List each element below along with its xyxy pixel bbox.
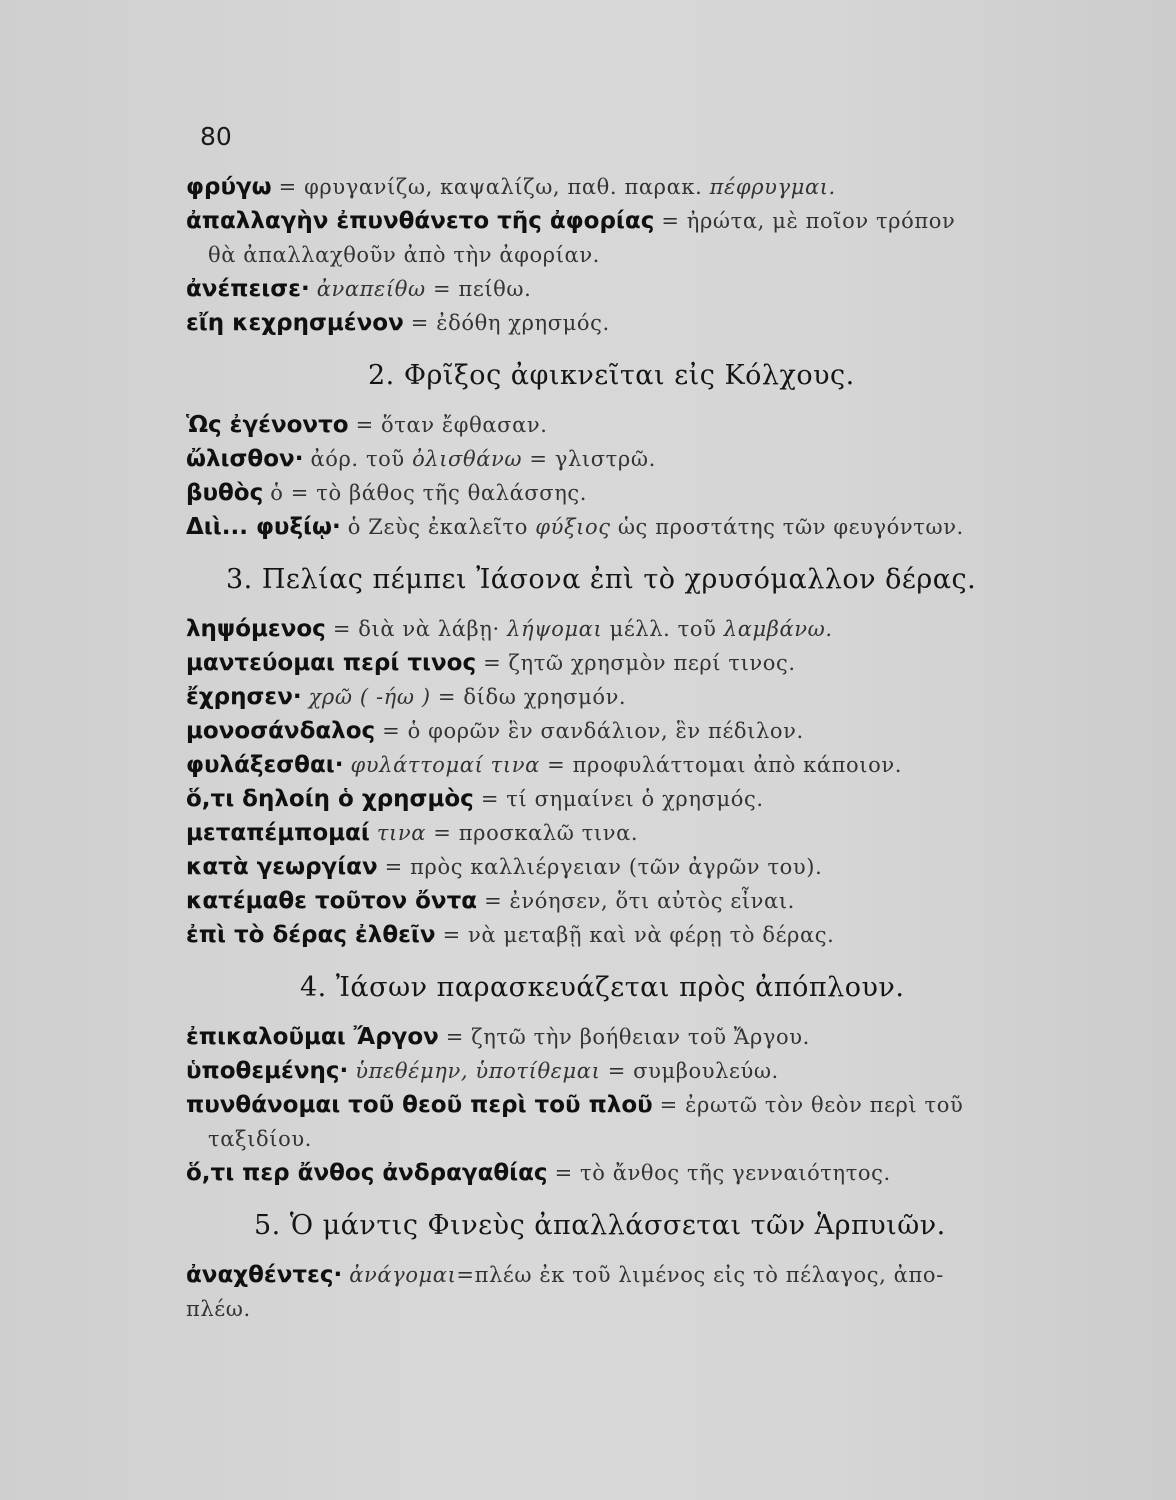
entry	[186, 442, 1126, 476]
entry-term: ὅ,τι περ ἄνθος ἀνδραγαθίας	[186, 1160, 548, 1186]
entry	[186, 646, 1126, 680]
entry-term: ἀπαλλαγὴν ἐπυνθάνετο τῆς ἀφορίας	[186, 208, 655, 234]
entry	[186, 272, 1126, 306]
entry-definition: = ἐδόθη χρησμός.	[410, 311, 610, 335]
entry-definition: = ζητῶ τὴν βοήθειαν τοῦ Ἄργου.	[445, 1025, 810, 1049]
entry	[186, 510, 1126, 544]
section-heading: 3. Πελίας πέμπει Ἰάσονα ἐπὶ τὸ χρυσόμαλλον δέρας.	[226, 564, 977, 595]
entry-definition-italic: ὑπεθέμην, ὑποτίθεμαι	[355, 1059, 601, 1083]
entry-definition: = ἐρωτῶ τὸν θεὸν περὶ τοῦ	[659, 1093, 964, 1117]
entry-continuation	[186, 1122, 1126, 1156]
entry-definition: ἀόρ. τοῦ	[310, 447, 413, 471]
entry-definition-continued: θὰ ἀπαλλαχθοῦν ἀπὸ τὴν ἀφορίαν.	[208, 243, 600, 267]
entry-definition: = νὰ μεταβῇ καὶ νὰ φέρῃ τὸ δέρας.	[442, 923, 835, 947]
entry	[186, 1054, 1126, 1088]
entry-term: ληψόμενος	[186, 616, 326, 642]
entry-definition-continued: πλέω.	[186, 1297, 251, 1321]
entry-term: μεταπέμπομαί	[186, 820, 370, 846]
entry-definition: ὁ Ζεὺς ἐκαλεῖτο	[347, 515, 536, 539]
page-content	[186, 170, 1126, 1326]
entry-definition: = ὅταν ἔφθασαν.	[355, 413, 548, 437]
entry	[186, 850, 1126, 884]
entry-definition: = γλιστρῶ.	[522, 447, 656, 471]
entry-term: ἔχρησεν·	[186, 684, 302, 710]
entry-definition-italic: ἀναπείθω	[316, 277, 426, 301]
entry	[186, 612, 1126, 646]
entry-definition: μέλλ. τοῦ	[602, 617, 724, 641]
entry-definition-italic: φύξιος	[535, 515, 611, 539]
entry-term: ὅ,τι δηλοίη ὁ χρησμὸς	[186, 786, 474, 812]
section-heading: 4. Ἰάσων παρασκευάζεται πρὸς ἀπόπλουν.	[300, 972, 905, 1003]
entry-term: ἐπὶ τὸ δέρας ἐλθεῖν	[186, 922, 436, 948]
entry-definition: = πείθω.	[425, 277, 532, 301]
entry	[186, 782, 1126, 816]
entry	[186, 884, 1126, 918]
entry-term: πυνθάνομαι τοῦ θεοῦ περὶ τοῦ πλοῦ	[186, 1092, 653, 1118]
section-heading: 5. Ὁ μάντις Φινεὺς ἀπαλλάσσεται τῶν Ἁρπυιῶν.	[254, 1210, 946, 1241]
entry-term: μονοσάνδαλος	[186, 718, 376, 744]
entry	[186, 170, 1126, 204]
entry	[186, 204, 1126, 238]
entry-definition: = τί σημαίνει ὁ χρησμός.	[480, 787, 764, 811]
entry-definition: = πρὸς καλλιέργειαν (τῶν ἀγρῶν του).	[384, 855, 823, 879]
entry-term: φυλάξεσθαι·	[186, 752, 344, 778]
page-number: 80	[200, 122, 232, 151]
entry-term: ἀνέπεισε·	[186, 276, 310, 302]
entry-term: ἐπικαλοῦμαι Ἄργον	[186, 1024, 439, 1050]
entry-definition-italic: φυλάττομαί τινα	[350, 753, 540, 777]
entry-definition: = ὁ φορῶν ἓν σανδάλιον, ἓν πέδιλον.	[382, 719, 804, 743]
entry	[186, 714, 1126, 748]
entry-term: ὑποθεμένης·	[186, 1058, 349, 1084]
entry-term: βυθὸς	[186, 480, 264, 506]
entry	[186, 1258, 1126, 1292]
entry-definition: ὡς προστάτης τῶν φευγόντων.	[610, 515, 964, 539]
entry-definition-italic: ἀνάγομαι	[349, 1263, 457, 1287]
entry-term: φρύγω	[186, 174, 272, 200]
entry-definition-italic: λήψομαι	[507, 617, 603, 641]
entry-definition: = ἐνόησεν, ὅτι αὐτὸς εἶναι.	[484, 889, 795, 913]
entry-term: κατὰ γεωργίαν	[186, 854, 378, 880]
entry-term: κατέμαθε τοῦτον ὄντα	[186, 888, 478, 914]
entry-definition-continued: ταξιδίου.	[208, 1127, 312, 1151]
entry-definition: = ἠρώτα, μὲ ποῖον τρόπον	[661, 209, 956, 233]
entry	[186, 918, 1126, 952]
section-heading: 2. Φρῖξος ἀφικνεῖται εἰς Κόλχους.	[368, 360, 855, 391]
entry-definition: =πλέω ἐκ τοῦ λιμένος εἰς τὸ πέλαγος, ἀπο-	[456, 1263, 944, 1287]
entry-definition-italic: τινα	[376, 821, 427, 845]
entry-definition-italic: χρῶ ( -ήω )	[308, 685, 431, 709]
entry-definition: = συμβουλεύω.	[600, 1059, 779, 1083]
entry	[186, 1156, 1126, 1190]
entry	[186, 680, 1126, 714]
entry-term: Διὶ... φυξίῳ·	[186, 514, 341, 540]
entry-definition: = δίδω χρησμόν.	[430, 685, 627, 709]
entry-definition: = προφυλάττομαι ἀπὸ κάποιον.	[539, 753, 902, 777]
entry-definition: = διὰ νὰ λάβῃ·	[332, 617, 508, 641]
entry-definition-italic: λαμβάνω.	[723, 617, 833, 641]
entry-term: Ὡς ἐγένοντο	[186, 412, 349, 438]
entry-definition: = προσκαλῶ τινα.	[426, 821, 639, 845]
entry-definition-italic: πέφρυγμαι.	[709, 175, 836, 199]
entry-definition: = φρυγανίζω, καψαλίζω, παθ. παρακ.	[278, 175, 710, 199]
entry-term: μαντεύομαι περί τινος	[186, 650, 477, 676]
entry	[186, 306, 1126, 340]
entry-continuation	[186, 238, 1126, 272]
entry	[186, 1020, 1126, 1054]
entry	[186, 748, 1126, 782]
entry	[186, 408, 1126, 442]
entry	[186, 476, 1126, 510]
entry-term: εἴη κεχρησμένον	[186, 310, 404, 336]
entry-definition: = τὸ ἄνθος τῆς γενναιότητος.	[554, 1161, 891, 1185]
entry-definition: = ζητῶ χρησμὸν περί τινος.	[483, 651, 796, 675]
entry	[186, 1088, 1126, 1122]
entry-continuation	[186, 1292, 1126, 1326]
entry-definition-italic: ὀλισθάνω	[412, 447, 523, 471]
entry-term: ἀναχθέντες·	[186, 1262, 343, 1288]
entry-definition: ὁ = τὸ βάθος τῆς θαλάσσης.	[270, 481, 588, 505]
entry	[186, 816, 1126, 850]
entry-term: ὤλισθον·	[186, 446, 304, 472]
